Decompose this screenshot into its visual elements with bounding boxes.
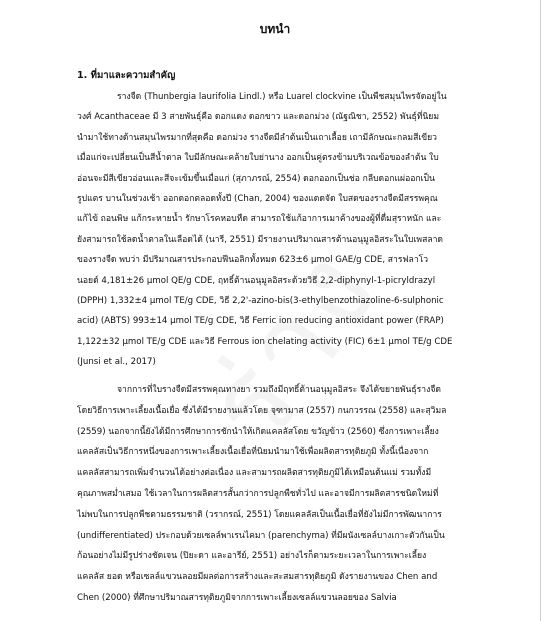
paragraph1-line: รางจืด (Thunbergia laurifolia Lindl.) หรือ Luarel clockvine เป็นพืชสมุนไพรจัดอยู่ใน [117, 92, 447, 102]
paragraph1-line: (Junsi et al., 2017) [77, 357, 156, 368]
paragraph1-line: 1,122±32 μmol TE/g CDE และวิธี Ferrous ion chelating activity (FIC) 6±1 μmol TE/g CDE [77, 336, 453, 347]
paragraph1-line: เมื่อแก่จะเปลี่ยนเป็นสีน้ำตาล ใบมีลักษณะคล้ายใบย่านาง ออกเป็นคู่ตรงข้ามบริเวณข้อของลำต้น ใบ [77, 153, 439, 164]
paragraph2-line: แคลลัส ยอด หรือเซลล์แขวนลอยมีผลต่อการสร้างและสะสมสารทุติยภูมิ ดังรายงานของ Chen and [77, 572, 438, 583]
paragraph2-line: ไม่พบในการปลูกพืชตามธรรมชาติ (วรากรณ์, 2551) โดยแคลลัสเป็นเนื้อเยื่อที่ยังไม่มีการพัฒนาการ [77, 509, 442, 520]
paragraph1-line: นำมาใช้ทางด้านสมุนไพรมากที่สุดคือ ดอกม่วง รางจืดมีลำต้นเป็นเถาเลื้อย เถามีลักษณะกลมสีเขียว [77, 132, 438, 143]
paragraph1-line: อ่อนจะมีสีเขียวอ่อนและสีจะเข้มขึ้นเมื่อแก่ (สุภาภรณ์, 2554) ดอกออกเป็นช่อ กลีบดอกแผ่ออกเป็น [77, 173, 435, 184]
paragraph2-line: ก้อนอย่างไม่มีรูปร่างชัดเจน (ปิยะดา และอารีย์, 2551) อย่างไรก็ตามระยะเวลาในการเพาะเลี้ยง [77, 551, 427, 562]
paragraph2-line: แคลลัสสามารถเพิ่มจำนวนได้อย่างต่อเนื่อง และสามารถผลิตสารทุติยภูมิได้เหมือนต้นแม่ รวมทั้งมี [77, 468, 432, 479]
paragraph2-line: (undifferentiated) ประกอบด้วยเซลล์พาเรนไคมา (parenchyma) ที่มีผนังเซลล์บางเกาะตัวกันเป็น [77, 530, 445, 541]
paragraph2-line: (2559) นอกจากนี้ยังได้มีการศึกษาการชักนำให้เกิดแคลลัสโดย ขวัญข้าว (2560) ซึ่งการเพาะเลี้ยง [77, 426, 439, 437]
paragraph1-line: วงศ์ Acanthaceae มี 3 สายพันธุ์คือ ดอกแดง ดอกขาว และดอกม่วง (ณัฐณิชา, 2552) พันธุ์ที่นิยม [77, 112, 440, 123]
paragraph1-line: แก้ไข้ ถอนพิษ แก้กระหายน้ำ รักษาโรคหอบหืด สามารถใช้แก้อาการเมาค้างของผู้ที่ดื่มสุราหนัก และ [77, 214, 442, 225]
paragraph2-line: แคลลัสเป็นวิธีการหนึ่งของการเพาะเลี้ยงเนื้อเยื่อที่นิยมนำมาใช้เพื่อผลิตสารทุติยภูมิ ทั้งนี้เนื่องจาก [77, 447, 429, 458]
paragraph1-line: ยังสามารถใช้ลดน้ำตาลในเลือดได้ (นารี, 2551) มีรายงานปริมาณสารต้านอนุมูลอิสระในใบเพสลาด [77, 234, 443, 245]
section-heading: 1. ที่มาและความสำคัญ [77, 70, 176, 81]
paragraph1-line: นอยด์ 4,181±26 μmol QE/g CDE, ฤทธิ์ต้านอนุมูลอิสระด้วยวิธี 2,2-diphynyl-1-picryldrazyl [77, 275, 436, 286]
paragraph1-line: acid) (ABTS) 993±14 μmol TE/g CDE, วิธี Ferric ion reducing antioxidant power (FRAP) [77, 316, 444, 327]
page-title: บทนำ [259, 22, 291, 36]
paragraph1-line: ของรางจืด พบว่า มีปริมาณสารประกอบฟีนอลิกทั้งหมด 623±6 μmol GAE/g CDE, สารฟลาโว [77, 255, 429, 266]
paragraph1-line: (DPPH) 1,332±4 μmol TE/g CDE, วิธี 2,2'-azino-bis(3-ethylbenzothiazoline-6-sulphonic [77, 296, 444, 306]
paragraph2-line: จากการที่ใบรางจืดมีสรรพคุณทางยา รวมถึงมีฤทธิ์ต้านอนุมูลอิสระ จึงได้ขยายพันธุ์รางจืด [117, 385, 441, 395]
paragraph2-line: Chen (2000) ที่ศึกษาปริมาณสารทุติยภูมิจากการเพาะเลี้ยงเซลล์แขวนลอยของ Salvia [77, 593, 397, 603]
page-edge-rule [540, 0, 541, 621]
paragraph2-line: คุณภาพสม่ำเสมอ ใช้เวลาในการผลิตสารสั้นกว่าการปลูกพืชทั่วไป และอาจมีการผลิตสารชนิดใหม่ที่ [77, 489, 439, 499]
paragraph1-line: รูปแตร บานในช่วงเช้า ออกดอกตลอดทั้งปี (Chan, 2004) ของแดดจัด ใบสดของรางจืดมีสรรพคุณ [77, 194, 438, 204]
paragraph2-line: โดยวิธีการเพาะเลี้ยงเนื้อเยื่อ ซึ่งได้มีรายงานแล้วโดย จุฑามาส (2557) กนกวรรณ (2558) และสุวิมล [77, 405, 447, 416]
